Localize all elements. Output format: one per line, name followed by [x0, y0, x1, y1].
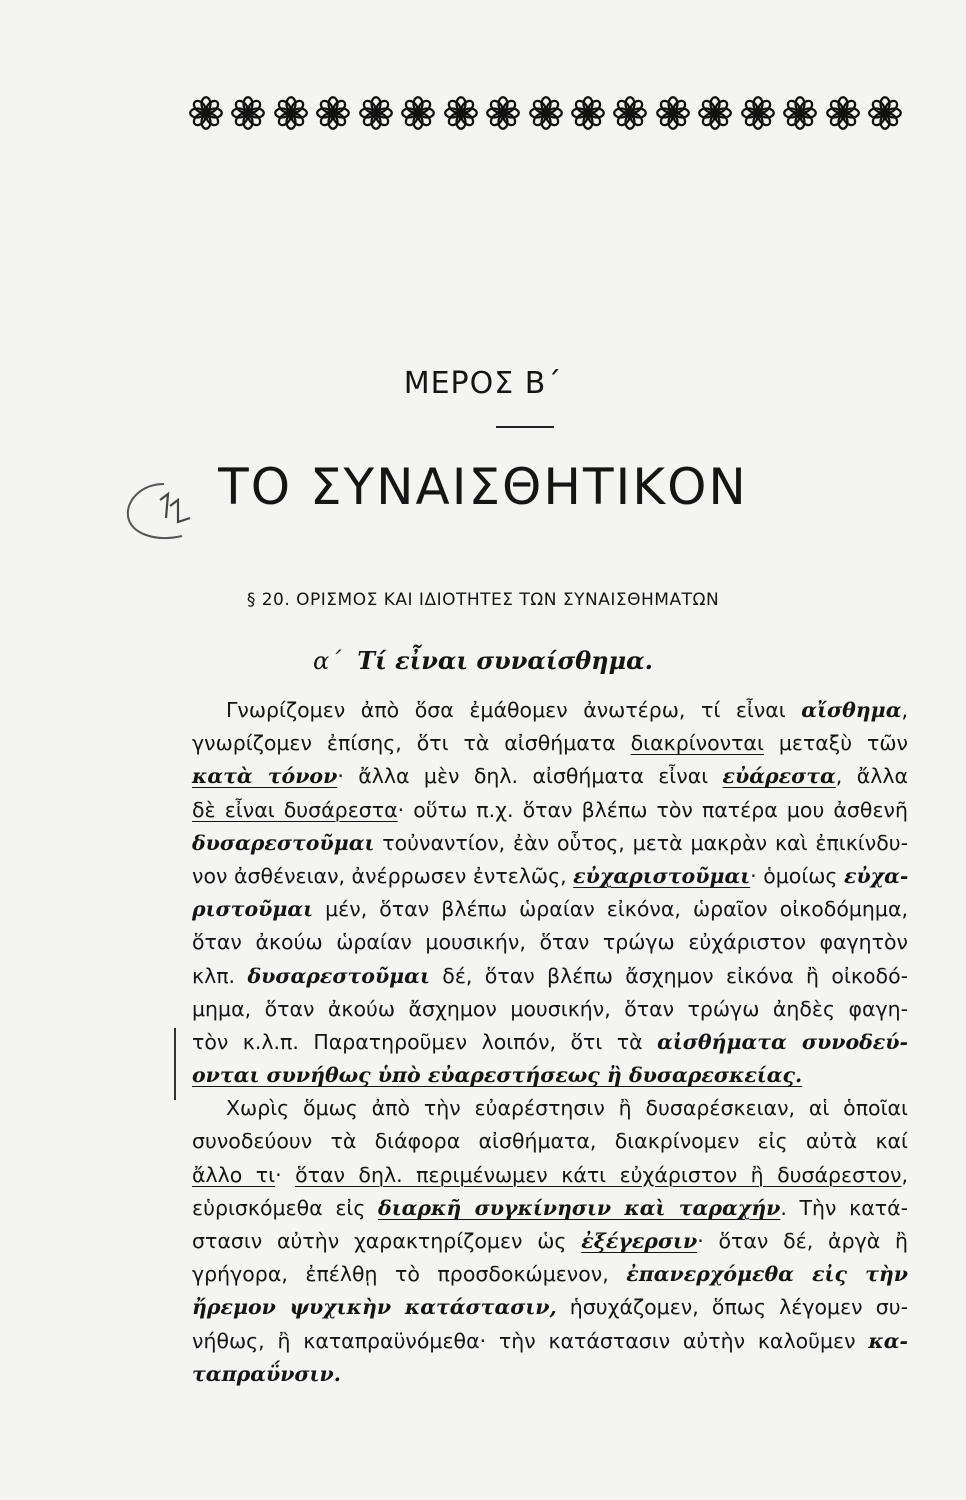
text-line: νήθως, ἢ καταπραϋνόμεθα· τὴν κατάστασιν αὐτὴν καλοῦμεν κα-	[192, 1328, 908, 1353]
ornament-flower-icon	[485, 95, 521, 131]
text-line: μημα, ὅταν ἀκούω ἄσχημον μουσικήν, ὅταν τρώγω ἀηδὲς φαγη-	[192, 996, 908, 1021]
ornament-flower-icon	[315, 95, 351, 131]
text-line: στασιν αὐτὴν χαρακτηρίζομεν ὡς ἐξέγερσιν· ὅταν δέ, ἀργὰ ἢ	[192, 1229, 909, 1253]
text-line: ἄλλο τι· ὅταν δηλ. περιμένωμεν κάτι εὐχάριστον ἢ δυσάρεστον,	[192, 1162, 908, 1187]
ornament-flower-icon	[273, 95, 309, 131]
text-line: τὸν κ.λ.π. Παρατηροῦμεν λοιπόν, ὅτι τὰ αἰσθήματα συνοδεύ-	[192, 1029, 908, 1054]
ornament-flower-icon	[188, 95, 224, 131]
part-title: ΜΕΡΟΣ Β΄	[403, 366, 563, 401]
text-line: ονται συνήθως ὑπὸ εὐαρεστήσεως ἢ δυσαρεσκείας.	[192, 1063, 803, 1088]
text-line: ὅταν ἀκούω ὡραίαν μουσικήν, ὅταν τρώγω εὐχάριστον φαγητὸν	[192, 930, 908, 955]
section-title: § 20. ΟΡΙΣΜΟΣ ΚΑΙ ΙΔΙΟΤΗΤΕΣ ΤΩΝ ΣΥΝΑΙΣΘΗΜΑΤΩΝ	[246, 590, 720, 610]
text-line: δὲ εἶναι δυσάρεστα· οὕτω π.χ. ὅταν βλέπω τὸν πατέρα μου ἀσθενῆ	[192, 797, 908, 822]
ornament-flower-icon	[443, 95, 479, 131]
text-line: συνοδεύουν τὰ διάφορα αἰσθήματα, διακρίνομεν εἰς αὐτὰ καί	[192, 1129, 908, 1154]
ornament-flower-icon	[655, 95, 691, 131]
ornament-flower-icon	[612, 95, 648, 131]
text-line: νον ἀσθένειαν, ἀνέρρωσεν ἐντελῶς, εὐχαριστοῦμαι· ὁμοίως εὐχα-	[192, 863, 909, 888]
text-line: γνωρίζομεν ἐπίσης, ὅτι τὰ αἰσθήματα διακρίνονται μεταξὺ τῶν	[192, 731, 908, 756]
bleed-through	[120, 140, 920, 176]
ornament-flower-icon	[230, 95, 266, 131]
body-text	[192, 694, 908, 1391]
text-line: Χωρὶς ὅμως ἀπὸ τὴν εὐαρέστησιν ἢ δυσαρέσκειαν, αἱ ὁποῖαι	[226, 1096, 908, 1121]
ornament-flower-icon	[867, 95, 903, 131]
subsection-heading	[0, 646, 966, 675]
part-rule	[496, 426, 554, 428]
ornament-flower-icon	[358, 95, 394, 131]
text-line: Γνωρίζομεν ἀπὸ ὅσα ἐμάθομεν ἀνωτέρω, τί εἶναι αἴσθημα,	[226, 698, 908, 722]
text-line: δυσαρεστοῦμαι τοὐναντίον, ἐὰν οὗτος, μετὰ μακρὰν καὶ ἐπικίνδυ-	[192, 830, 908, 855]
ornament-flower-icon	[570, 95, 606, 131]
text-line: ἤρεμον ψυχικὴν κατάστασιν, ἡσυχάζομεν, ὅπως λέγομεν συ-	[192, 1295, 908, 1320]
text-line: κατὰ τόνον· ἄλλα μὲν δηλ. αἰσθήματα εἶναι εὐάρεστα, ἄλλα	[192, 764, 908, 789]
text-line: ταπραΰνσιν.	[192, 1361, 341, 1386]
ornament-band	[188, 96, 903, 130]
text-line: ριστοῦμαι μέν, ὅταν βλέπω ὡραίαν εἰκόνα, ὡραῖον οἰκοδόμημα,	[192, 897, 908, 922]
ornament-flower-icon	[697, 95, 733, 131]
ornament-flower-icon	[825, 95, 861, 131]
text-line: γρήγορα, ἐπέλθῃ τὸ προσδοκώμενον, ἐπανερχόμεθα εἰς τὴν	[192, 1262, 908, 1287]
ornament-flower-icon	[400, 95, 436, 131]
ornament-flower-icon	[782, 95, 818, 131]
subsection-title: Τί εἶναι συναίσθημα.	[357, 646, 653, 675]
margin-bar	[174, 1028, 176, 1100]
subsection-number: α΄	[313, 647, 342, 675]
ornament-flower-icon	[740, 95, 776, 131]
text-line: κλπ. δυσαρεστοῦμαι δέ, ὅταν βλέπω ἄσχημον εἰκόνα ἢ οἰκοδό-	[192, 963, 909, 988]
text-line: εὑρισκόμεθα εἰς διαρκῆ συγκίνησιν καὶ ταραχήν. Τὴν κατά-	[192, 1195, 908, 1220]
main-title: ΤΟ ΣΥΝΑΙΣΘΗΤΙΚΟΝ	[218, 458, 748, 516]
ornament-flower-icon	[528, 95, 564, 131]
